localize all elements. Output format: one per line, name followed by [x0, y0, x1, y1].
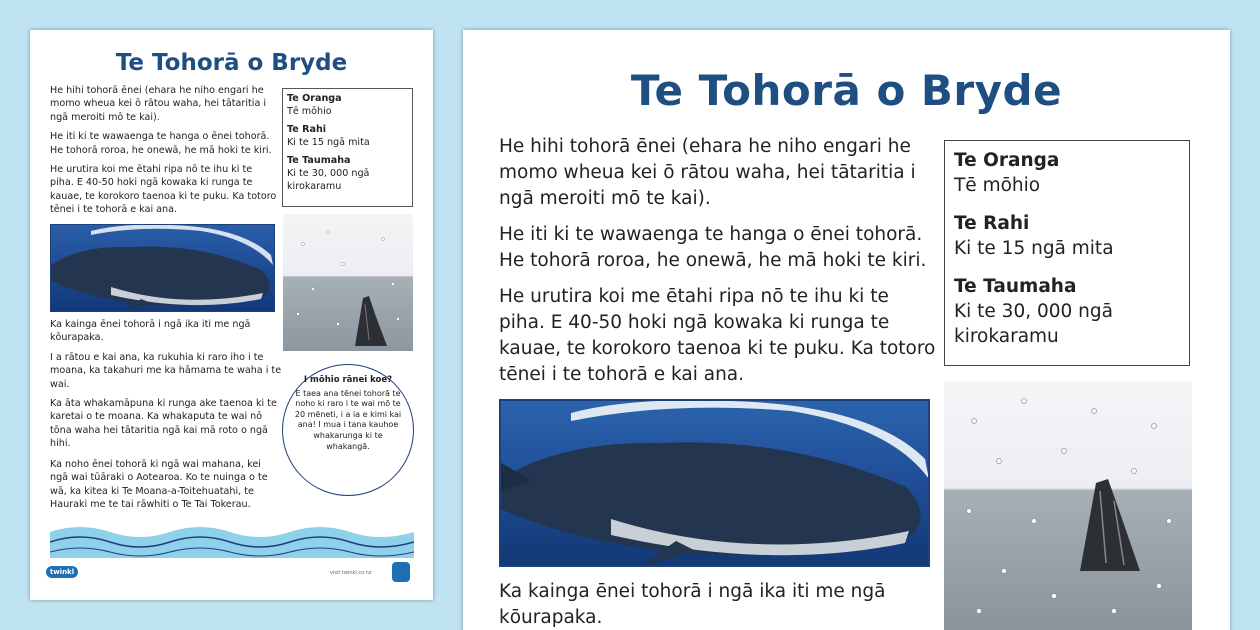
paragraph: He iti ki te wawaenga te hanga o ēnei tohorā. He tohorā roroa, he onewā, he mā hoki te kiri.: [499, 224, 927, 271]
paragraph: Ka kainga ēnei tohorā i ngā ika iti me ngā kōurapaka.: [499, 581, 886, 628]
site-link: visit twinkl.co.nz: [330, 570, 372, 576]
fact-value: Ki te 30, 000 ngā kirokaramu: [954, 301, 1113, 347]
fact-label: Te Oranga: [287, 93, 342, 104]
thumbnail-body-middle: [50, 318, 282, 457]
page-title: Te Tohorā o Bryde: [630, 66, 1063, 115]
body-text: [499, 134, 939, 398]
birds-illustration: [283, 214, 413, 351]
whale-photo: [499, 399, 930, 567]
paragraph: Ka noho ēnei tohorā ki ngā wai mahana, kei ngā wai tūāraki o Aotearoa. Ko te nuinga o te wā, ka kitea ki Te Moana-a-Toitehuatahi, te Hauraki me te tai rāwhiti o Te Tai Tokerau.: [50, 459, 268, 511]
feeding-whale-photo: [283, 214, 413, 351]
paragraph: Ka kainga ēnei tohorā i ngā ika iti me ngā kōurapaka.: [50, 319, 251, 344]
body-text-bottom: [499, 579, 939, 630]
whale-photo: [50, 224, 275, 312]
paragraph: Ka āta whakamāpuna ki runga ake taenoa ki te karetai o te moana. Ka whakaputa te wai nō tōna waha hei tātaritia ngā kai mā roto o ngā hihi.: [50, 398, 277, 450]
fact-box: [282, 88, 413, 207]
thumbnail-body-top: [50, 84, 278, 223]
badge-icon: [392, 562, 410, 582]
paragraph: He urutira koi me ētahi ripa nō te ihu ki te piha. E 40-50 hoki ngā kowaka ki runga te kauae, te korokoro taenoa ki te puku. Ka totoro tēnei i te tohorā e kai ana.: [499, 286, 936, 385]
page-thumbnail: [30, 30, 433, 600]
paragraph: He urutira koi me ētahi ripa nō te ihu ki te piha. E 40-50 hoki ngā kowaka ki runga te kauae, te korokoro taenoa ki te puku. Ka totoro tēnei i te tohorā e kai ana.: [50, 164, 277, 216]
twinkl-logo: twinkl: [46, 566, 78, 578]
fact-label: Te Taumaha: [287, 155, 351, 167]
whale-illustration: [51, 225, 275, 312]
thumbnail-body-bottom: [50, 458, 270, 512]
fact-value: Tē mōhio: [954, 175, 1041, 196]
fact-value: Ki te 15 ngā mita: [954, 238, 1114, 259]
did-you-know-circle: [282, 364, 414, 496]
did-you-know-text: E taea ana tēnei tohorā te noho ki raro i te wai mō te 20 mēneti, i a ia e kimi kai ana! I mua i tana kauhoe whakarunga ki te whakangā.: [294, 388, 402, 451]
did-you-know-title: I mōhio rānei koe?: [303, 375, 393, 385]
fact-label: Te Oranga: [954, 150, 1060, 171]
fact-value: Ki te 30, 000 ngā kirokaramu: [287, 167, 370, 192]
paragraph: He hihi tohorā ēnei (ehara he niho engari he momo wheua kei ō rātou waha, hei tātaritia i ngā meroiti mō te kai).: [50, 85, 267, 123]
whale-illustration: [501, 401, 930, 567]
page-zoomed: [463, 30, 1230, 630]
page-title: Te Tohorā o Bryde: [115, 50, 348, 76]
fact-value: Ki te 15 ngā mita: [287, 136, 370, 148]
fact-label: Te Taumaha: [954, 276, 1077, 297]
paragraph: He hihi tohorā ēnei (ehara he niho engari he momo wheua kei ō rātou waha, hei tātaritia i ngā meroiti mō te kai).: [499, 136, 916, 209]
paragraph: He iti ki te wawaenga te hanga o ēnei tohorā. He tohorā roroa, he onewā, he mā hoki te kiri.: [50, 131, 272, 156]
waves-decoration: [50, 522, 414, 558]
fact-label: Te Rahi: [287, 124, 327, 136]
paragraph: I a rātou e kai ana, ka rukuhia ki raro iho i te moana, ka takahuri me ka hāmama te waha i te wai.: [50, 351, 282, 390]
feeding-whale-photo: [944, 381, 1192, 630]
fact-value: Tē mōhio: [287, 105, 332, 117]
birds-illustration: [944, 381, 1192, 630]
fact-box: [944, 140, 1190, 366]
fact-label: Te Rahi: [954, 213, 1030, 234]
